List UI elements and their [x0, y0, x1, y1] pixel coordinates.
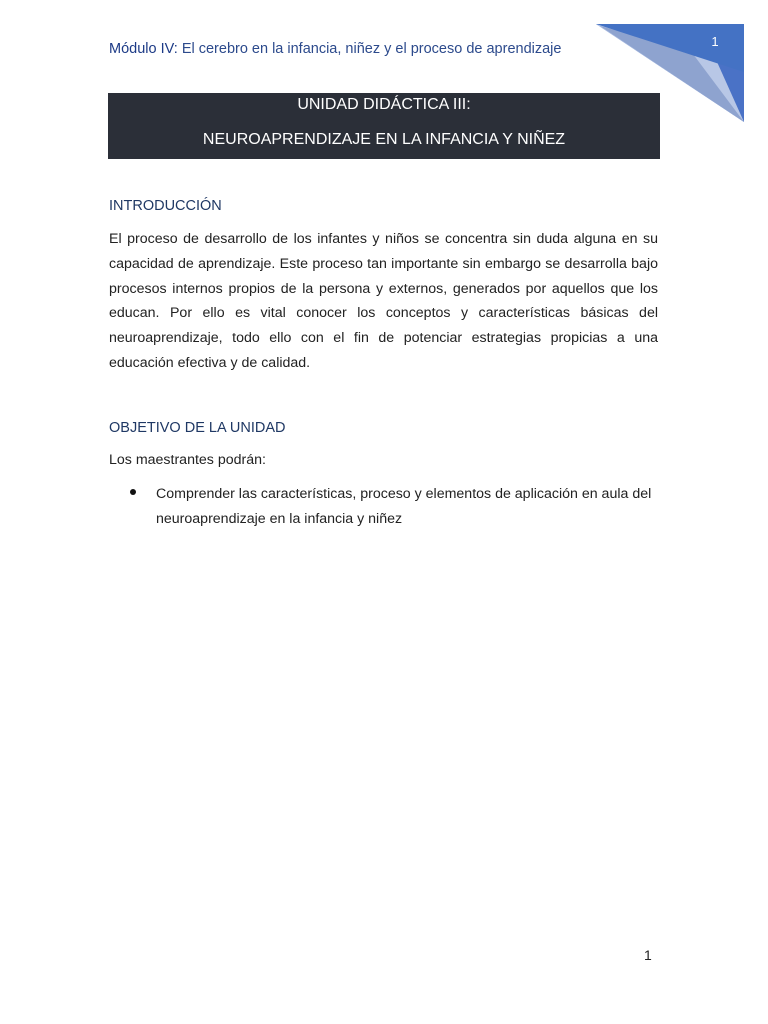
running-header — [109, 41, 561, 57]
introduction-heading: INTRODUCCIÓN — [109, 198, 222, 214]
unit-title: NEUROAPRENDIZAJE EN LA INFANCIA Y NIÑEZ — [202, 131, 566, 148]
objective-lead: Los maestrantes podrán: — [109, 452, 266, 468]
page-number-bottom: 1 — [644, 947, 652, 963]
introduction-paragraph: El proceso de desarrollo de los infantes y niños se concentra sin duda alguna en su capacidad de aprendizaje. Este proceso tan importante sin embargo se desarrolla bajo procesos internos propios de la persona y externos, generados por aquellos que los educan. Por ello es vital conocer los conceptos y características básicas del neuroaprendizaje, todo ello con el fin de potenciar estrategias propicias a una educación efectiva y de calidad. — [109, 231, 658, 371]
unit-number: UNIDAD DIDÁCTICA III: — [297, 96, 471, 113]
objective-heading: OBJETIVO DE LA UNIDAD — [109, 420, 286, 436]
unit-title-banner — [108, 93, 660, 159]
objective-bullet-text: Comprender las características, proceso y elementos de aplicación en aula del neuroaprendizaje en la infancia y niñez — [156, 486, 652, 527]
module-label: Módulo IV: — [109, 41, 178, 57]
bullet-icon — [130, 489, 136, 495]
page-number-top: 1 — [711, 34, 719, 49]
module-title: El cerebro en la infancia, niñez y el proceso de aprendizaje — [181, 41, 562, 57]
